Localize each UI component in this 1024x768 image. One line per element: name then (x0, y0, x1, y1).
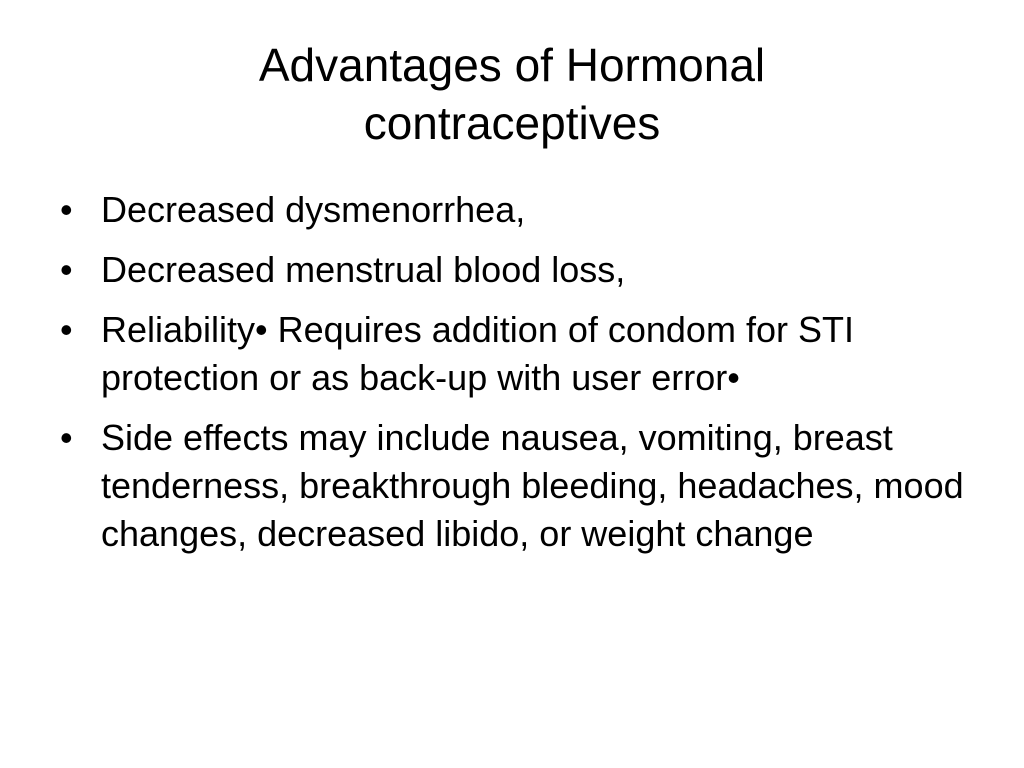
bullet-icon: • (60, 417, 73, 458)
bullet-item-dysmenorrhea (56, 186, 976, 234)
bullet-item-reliability (56, 306, 976, 402)
bullet-icon: • (60, 249, 73, 290)
slide-title-line-1: Advantages of Hormonal (258, 39, 766, 91)
bullet-text: Decreased dysmenorrhea, (101, 189, 526, 230)
bullet-text: Decreased menstrual blood loss, (101, 249, 626, 290)
slide-title-line-2: contraceptives (363, 97, 661, 149)
bullet-icon: • (60, 189, 73, 230)
slide-title (112, 36, 912, 152)
bullet-list (56, 186, 976, 570)
bullet-item-blood-loss (56, 246, 976, 294)
bullet-item-side-effects (56, 414, 976, 558)
bullet-text: Reliability• Requires addition of condom for STI protection or as back-up with user error• (101, 309, 854, 398)
bullet-text: Side effects may include nausea, vomiting, breast tenderness, breakthrough bleeding, headaches, mood changes, decreased libido, or weight change (101, 417, 964, 554)
bullet-icon: • (60, 309, 73, 350)
